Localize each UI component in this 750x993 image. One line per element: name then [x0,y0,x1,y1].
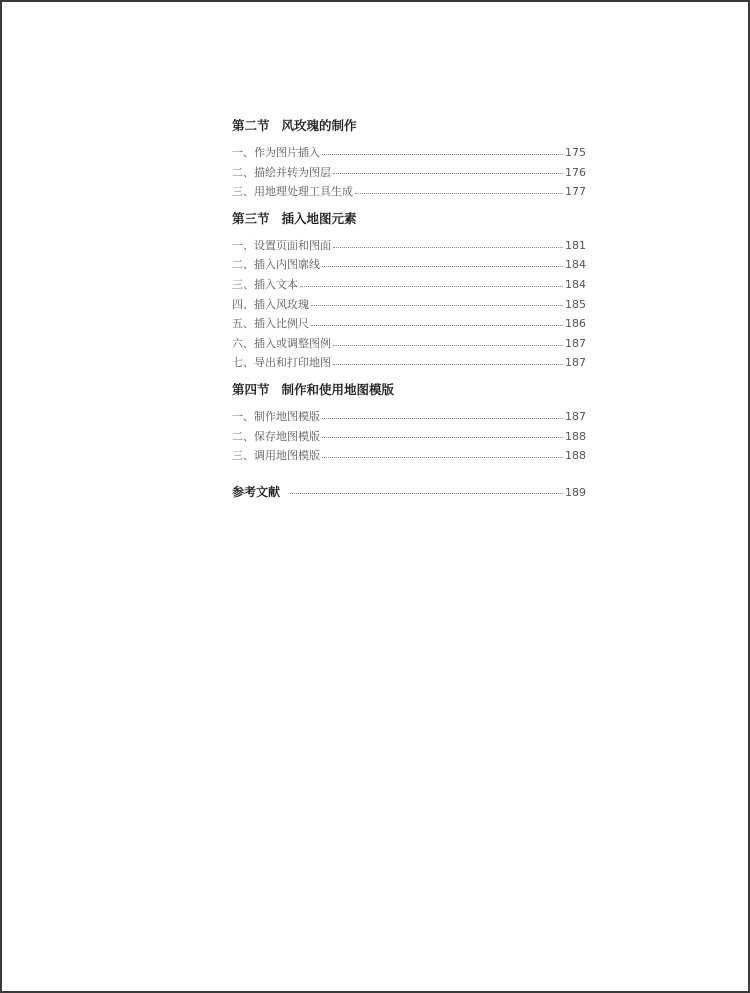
toc-entry [232,427,586,447]
dot-leader [322,456,563,458]
toc-entry-page: 175 [565,146,586,159]
toc-entry [232,314,586,334]
toc-entry [232,275,586,295]
section-title: 风玫瑰的制作 [281,118,357,133]
toc-entry-label: 二、描绘并转为图层 [232,165,331,179]
section-number: 第三节 [232,210,270,226]
toc-entry-label: 七、导出和打印地图 [232,356,331,370]
section-title: 插入地图元素 [281,210,357,226]
table-of-contents [232,117,586,502]
toc-entry-page: 176 [565,165,586,179]
toc-entry-label: 一、作为图片插入 [232,146,320,159]
dot-leader [333,246,563,248]
dot-leader [300,285,563,287]
dot-leader [311,324,563,326]
toc-entry [232,182,586,202]
dot-leader [290,492,563,494]
toc-entry-label: 一、制作地图模版 [232,409,320,423]
toc-entry-page: 184 [565,258,586,272]
toc-entry [232,353,586,373]
section-number: 第二节 [232,118,270,133]
dot-leader [333,344,563,346]
toc-entry-label: 二、插入内图廓线 [232,258,320,272]
references-label: 参考文献 [232,484,281,499]
section-number: 第四节 [232,381,270,397]
toc-entry-label: 一、设置页面和图面 [232,238,331,252]
toc-entry-label: 二、保存地图模版 [232,429,320,443]
dot-leader [333,172,563,174]
dot-leader [322,265,563,267]
toc-entry-page: 187 [565,356,586,370]
toc-entry-page: 186 [565,317,586,331]
toc-entry-page: 187 [565,336,586,350]
toc-entry-page: 188 [565,449,586,463]
section-heading [232,381,586,399]
section-heading [232,117,586,135]
toc-entry [232,143,586,163]
dot-leader [322,153,563,155]
toc-entry [232,295,586,315]
toc-entry [232,446,586,466]
toc-entry [232,163,586,183]
references-page: 189 [565,485,586,499]
toc-entry [232,407,586,427]
references-entry [232,483,586,502]
toc-entry [232,255,586,275]
toc-entry-label: 三、插入文本 [232,277,298,291]
dot-leader [311,304,563,306]
dot-leader [322,417,563,419]
toc-entry-label: 三、用地理处理工具生成 [232,185,353,199]
toc-entry-label: 三、调用地图模版 [232,449,320,463]
dot-leader [355,192,563,194]
toc-entry-page: 177 [565,185,586,199]
section-title: 制作和使用地图模版 [281,381,395,397]
toc-entry-page: 188 [565,429,586,443]
toc-entry-page: 185 [565,297,586,311]
dot-leader [333,363,563,365]
toc-entry-page: 184 [565,277,586,291]
toc-entry [232,236,586,256]
toc-entry-label: 五、插入比例尺 [232,317,309,331]
toc-entry-page: 187 [565,409,586,423]
toc-entry-page: 181 [565,238,586,252]
section-heading [232,210,586,228]
toc-entry-label: 六、插入或调整图例 [232,336,331,350]
toc-entry-label: 四、插入风玫瑰 [232,297,309,311]
dot-leader [322,436,563,438]
toc-entry [232,334,586,354]
